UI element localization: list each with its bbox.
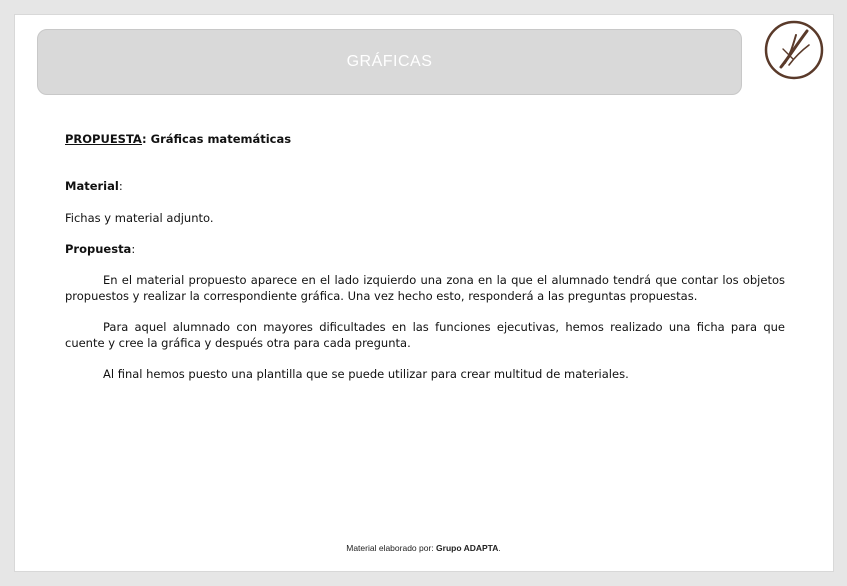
material-heading bbox=[65, 178, 785, 194]
document-page bbox=[14, 14, 834, 572]
material-colon: : bbox=[118, 179, 123, 193]
feather-logo-icon bbox=[763, 19, 825, 81]
paragraph-1: En el material propuesto aparece en el lado izquierdo una zona en la que el alumnado tendrá que contar los objetos propuestos y realizar la correspondiente gráfica. Una vez hecho esto, responderá a las preguntas propuestas. bbox=[65, 273, 785, 303]
footer-suffix: . bbox=[498, 543, 501, 553]
footer-author: Grupo ADAPTA bbox=[436, 543, 499, 553]
proposal-title: : Gráficas matemáticas bbox=[142, 132, 292, 146]
propuesta-colon: : bbox=[131, 242, 136, 256]
material-text: Fichas y material adjunto. bbox=[65, 211, 214, 225]
propuesta-heading bbox=[65, 241, 785, 257]
footer-credit bbox=[0, 543, 847, 553]
footer-prefix: Material elaborado por: bbox=[346, 543, 437, 553]
material-label: Material bbox=[65, 179, 119, 193]
proposal-label: PROPUESTA bbox=[65, 132, 143, 146]
document-body bbox=[65, 131, 785, 382]
paragraph-2: Para aquel alumnado con mayores dificultades en las funciones ejecutivas, hemos realizado una ficha para que cuente y cree la gráfica y después otra para cada pregunta. bbox=[65, 320, 785, 350]
propuesta-label: Propuesta bbox=[65, 242, 132, 256]
paragraph-3: Al final hemos puesto una plantilla que se puede utilizar para crear multitud de materiales. bbox=[103, 367, 629, 381]
page-title: GRÁFICAS bbox=[346, 53, 433, 70]
proposal-heading bbox=[65, 131, 785, 147]
title-banner bbox=[37, 29, 742, 95]
